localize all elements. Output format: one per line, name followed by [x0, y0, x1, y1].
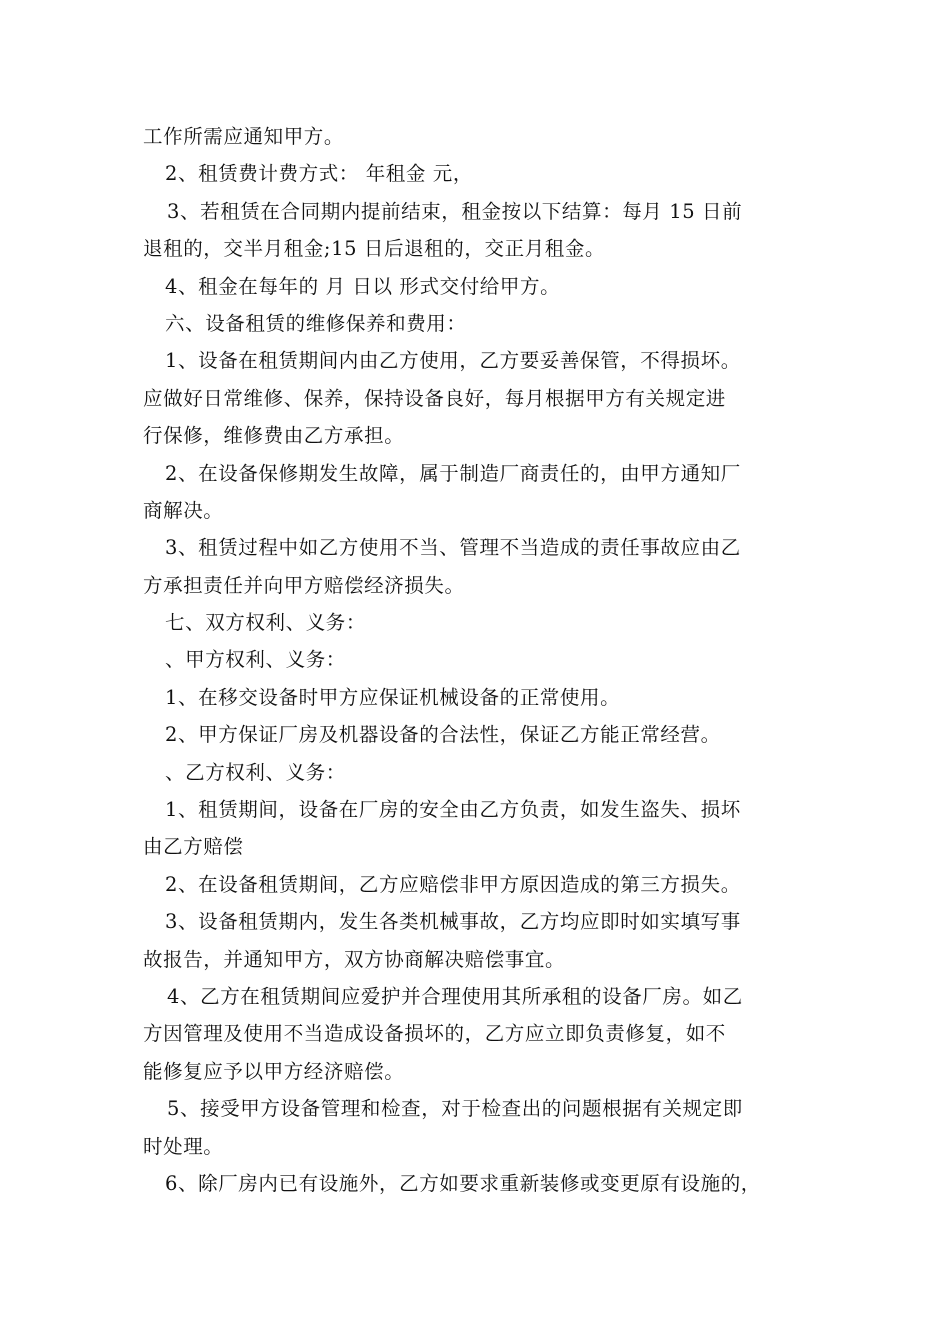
text-line: 能修复应予以甲方经济赔偿。: [143, 1059, 405, 1083]
text-line: 3、若租赁在合同期内提前结束，租金按以下结算：每月 15 日前: [167, 199, 743, 223]
text-line: 商解决。: [143, 498, 224, 522]
text-line: 6、除厂房内已有设施外，乙方如要求重新装修或变更原有设施的，: [165, 1171, 761, 1195]
text-line: 方承担责任并向甲方赔偿经济损失。: [143, 573, 465, 597]
text-line: 1、租赁期间，设备在厂房的安全由乙方负责，如发生盗失、损坏: [165, 798, 741, 822]
text-line: 1、设备在租赁期间内由乙方使用，乙方要妥善保管，不得损坏。: [165, 349, 741, 373]
text-line: 时处理。: [143, 1134, 224, 1158]
text-line: 2、在设备保修期发生故障，属于制造厂商责任的，由甲方通知厂: [165, 461, 741, 485]
text-line: 2、在设备租赁期间，乙方应赔偿非甲方原因造成的第三方损失。: [165, 872, 741, 896]
text-line: 3、设备租赁期内，发生各类机械事故，乙方均应即时如实填写事: [165, 910, 741, 934]
text-line: 故报告，并通知甲方，双方协商解决赔偿事宜。: [143, 947, 566, 971]
text-line: 方因管理及使用不当造成设备损坏的，乙方应立即负责修复，如不: [143, 1022, 726, 1046]
text-line: 1、在移交设备时甲方应保证机械设备的正常使用。: [165, 685, 621, 709]
text-line: 5、接受甲方设备管理和检查，对于检查出的问题根据有关规定即: [167, 1097, 743, 1121]
text-line: 由乙方赔偿: [143, 835, 244, 859]
subsection-heading: 、甲方权利、义务：: [165, 648, 346, 672]
text-line: 3、租赁过程中如乙方使用不当、管理不当造成的责任事故应由乙: [165, 536, 741, 560]
section-heading: 六、设备租赁的维修保养和费用：: [165, 311, 467, 335]
section-heading: 七、双方权利、义务：: [165, 611, 367, 635]
text-line: 4、乙方在租赁期间应爱护并合理使用其所承租的设备厂房。如乙: [167, 984, 743, 1008]
text-line: 2、甲方保证厂房及机器设备的合法性，保证乙方能正常经营。: [165, 723, 721, 747]
text-line: 应做好日常维修、保养，保持设备良好，每月根据甲方有关规定进: [143, 386, 726, 410]
text-line: 2、租赁费计费方式： 年租金 元，: [165, 162, 474, 186]
text-line: 退租的，交半月租金;15 日后退租的，交正月租金。: [143, 237, 606, 261]
subsection-heading: 、乙方权利、义务：: [165, 760, 346, 784]
text-line: 4、租金在每年的 月 日以 形式交付给甲方。: [165, 274, 561, 298]
document-body: [143, 118, 815, 1202]
text-line: 工作所需应通知甲方。: [143, 125, 345, 148]
text-line: 行保修，维修费由乙方承担。: [143, 424, 405, 448]
